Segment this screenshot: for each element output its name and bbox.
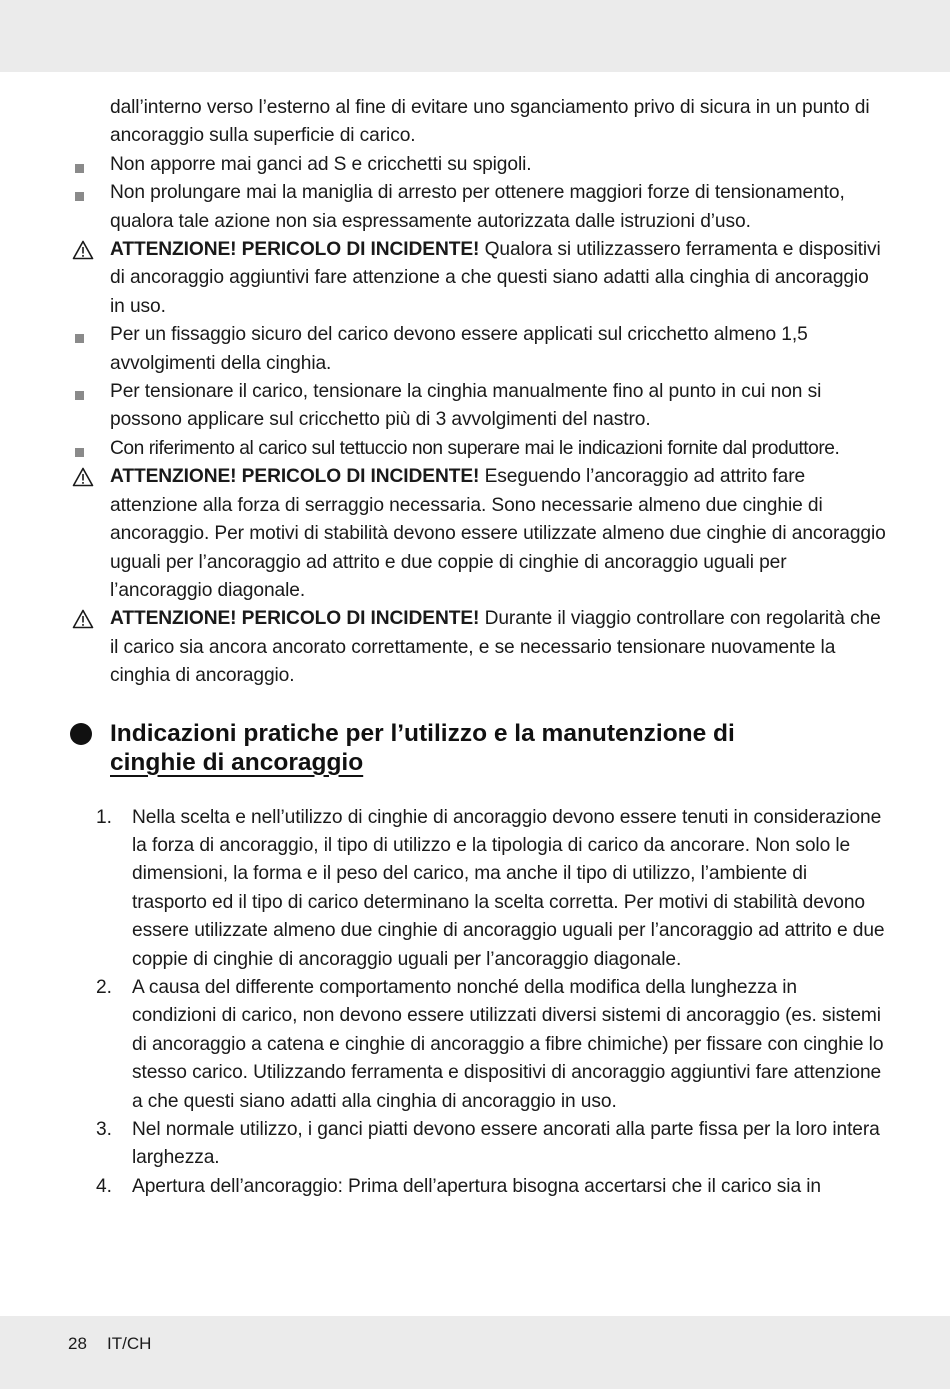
square-bullet-icon: [75, 164, 84, 173]
section-title-line-2: cinghie di ancoraggio: [110, 748, 364, 776]
bullet-text: Non prolungare mai la maniglia di arresto per ottenere maggiori forze di tensionamento, qualora tale azione non sia espressamente autorizzata dalle istruzioni d’uso.: [110, 182, 845, 232]
warning-triangle-icon: [72, 240, 94, 260]
item-text: Nel normale utilizzo, i ganci piatti devono essere ancorati alla parte fissa per la loro intera larghezza.: [132, 1119, 880, 1169]
warning-text: Eseguendo l’ancoraggio ad attrito fare attenzione alla forza di serraggio necessaria. Sono necessarie almeno due cinghie di ancoraggio. Per motivi di stabilità devono essere utilizzate almeno due cinghie di ancoraggio uguali per l’ancoraggio ad attrito e due coppie di cinghie di ancoraggio uguali per l’ancoraggio diagonale.: [110, 466, 886, 601]
square-bullet-icon: [75, 448, 84, 457]
warning-heading: ATTENZIONE! PERICOLO DI INCIDENTE!: [110, 239, 480, 261]
top-margin-bar: [0, 0, 950, 72]
item-number: 3.: [96, 1119, 112, 1140]
numbered-item: [0, 974, 950, 1116]
item-number: 2.: [96, 976, 112, 998]
bullet-text: Per tensionare il carico, tensionare la cinghia manualmente fino al punto in cui non si possono applicare sul cricchetto più di 3 avvolgimenti del nastro.: [110, 381, 822, 431]
warning-triangle-icon: [72, 609, 94, 629]
bullet-text: Non apporre mai ganci ad S e cricchetti su spigoli.: [110, 153, 532, 175]
warning-item: [0, 463, 950, 605]
section-bullet-icon: [70, 723, 92, 745]
locale-label: IT/CH: [107, 1334, 152, 1353]
numbered-item: [0, 1116, 950, 1173]
bullet-item: [0, 321, 950, 378]
section-heading: [0, 719, 950, 777]
warning-heading: ATTENZIONE! PERICOLO DI INCIDENTE!: [110, 466, 480, 488]
square-bullet-icon: [75, 391, 84, 400]
warning-triangle-icon: [72, 467, 94, 487]
item-text: Apertura dell’ancoraggio: Prima dell’apertura bisogna accertarsi che il carico sia in: [132, 1175, 821, 1197]
section-title-line-1: Indicazioni pratiche per l’utilizzo e la manutenzione di: [110, 719, 735, 747]
numbered-list: [0, 804, 950, 1202]
bullet-item: [0, 378, 950, 435]
paragraph-text: dall’interno verso l’esterno al fine di evitare uno sganciamento privo di sicura in un punto di ancoraggio sulla superficie di carico.: [110, 97, 870, 147]
page-content: [0, 94, 950, 1201]
bullet-text: Per un fissaggio sicuro del carico devono essere applicati sul cricchetto almeno 1,5 avvolgimenti della cinghia.: [110, 324, 808, 374]
item-number: 4.: [96, 1175, 112, 1197]
square-bullet-icon: [75, 334, 84, 343]
warning-item: [0, 605, 950, 690]
item-number: 1.: [96, 806, 112, 828]
bullet-text: Con riferimento al carico sul tettuccio non superare mai le indicazioni fornite dal produttore.: [110, 437, 840, 459]
item-text: Nella scelta e nell’utilizzo di cinghie di ancoraggio devono essere tenuti in considerazione la forza di ancoraggio, il tipo di utilizzo e la tipologia di carico da ancorare. Non solo le dimensioni, la forma e il peso del carico, ma anche il tipo di utilizzo, l’ambiente di trasporto ed il tipo di carico determinano la scelta corretta. Per motivi di stabilità devono essere utilizzate almeno due cinghie di ancoraggio uguali per l’ancoraggio ad attrito e due coppie di cinghie di ancoraggio uguali per l’ancoraggio diagonale.: [132, 806, 885, 970]
numbered-item: [0, 1173, 950, 1201]
bullet-item: [0, 435, 950, 463]
page-number: 28: [68, 1334, 87, 1353]
bullet-item: [0, 151, 950, 179]
warning-text: Qualora si utilizzassero ferramenta e dispositivi di ancoraggio aggiuntivi fare attenzione a che questi siano adatti alla cinghia di ancoraggio in uso.: [110, 239, 881, 317]
warning-text: Durante il viaggio controllare con regolarità che il carico sia ancora ancorato correttamente, e se necessario tensionare nuovamente la cinghia di ancoraggio.: [110, 608, 881, 687]
warning-item: [0, 236, 950, 321]
bullet-item: [0, 179, 950, 236]
item-text: A causa del differente comportamento nonché della modifica della lunghezza in condizioni di carico, non devono essere utilizzati diversi sistemi di ancoraggio (es. sistemi di ancoraggio a catena e cinghie di ancoraggio a fibre chimiche) per fissare con cinghie lo stesso carico. Utilizzando ferramenta e dispositivi di ancoraggio aggiuntivi fare attenzione a che questi siano adatti alla cinghia di ancoraggio in uso.: [132, 976, 884, 1112]
square-bullet-icon: [75, 192, 84, 201]
warning-heading: ATTENZIONE! PERICOLO DI INCIDENTE!: [110, 608, 480, 630]
numbered-item: [0, 804, 950, 974]
continuation-paragraph: [0, 94, 950, 151]
